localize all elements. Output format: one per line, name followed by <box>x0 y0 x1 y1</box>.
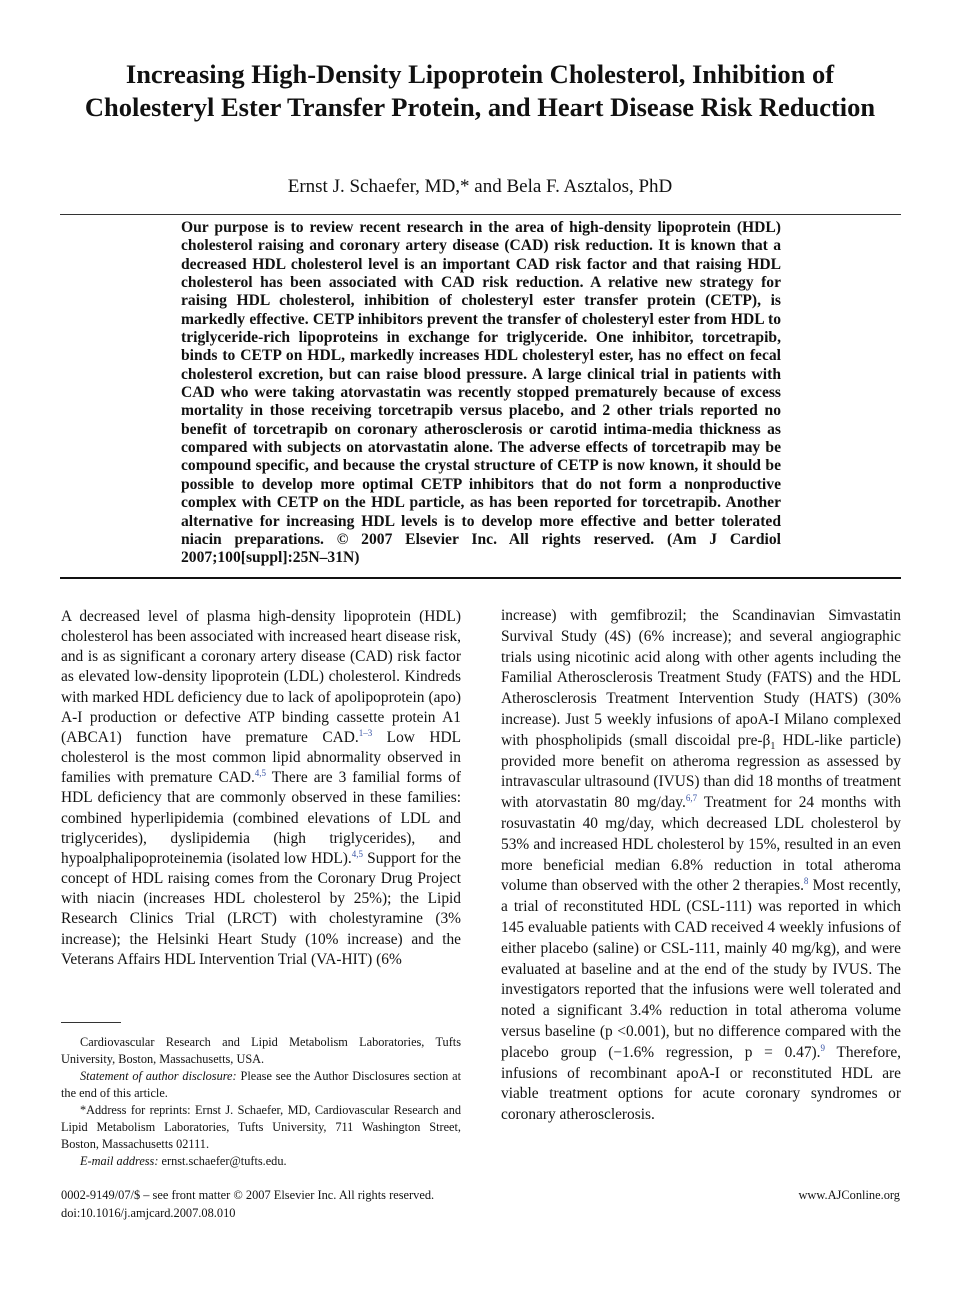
footnote-rule <box>61 1022 121 1023</box>
body-column-right <box>501 606 901 1126</box>
body-text: Low HDL cholesterol is the most common lipid abnormality observed in families with premature CAD. <box>61 728 461 787</box>
subscript: 1 <box>770 740 776 752</box>
citation-link[interactable]: 4,5 <box>351 848 363 859</box>
email-label: E-mail address: <box>80 1154 159 1168</box>
disclosure-note <box>61 1068 461 1102</box>
citation-link[interactable]: 8 <box>803 876 809 887</box>
author-line: Ernst J. Schaefer, MD,* and Bela F. Asztalos, PhD <box>287 176 673 197</box>
affiliation-note: Cardiovascular Research and Lipid Metabolism Laboratories, Tufts University, Boston, Massachusetts, USA. <box>61 1035 461 1066</box>
continued-paragraph <box>501 606 901 1126</box>
citation-link[interactable]: 4,5 <box>254 768 267 779</box>
citation-link[interactable]: 9 <box>820 1042 826 1053</box>
body-text: increase) with gemfibrozil; the Scandinavian Simvastatin Survival Study (4S) (6% increase); and several angiographic trials using nicotinic acid along with other agents including the Familial Atherosclerosis Treatment Study (FATS) and the HDL Atherosclerosis Treatment Intervention Study (HATS) (30% increase). Just 5 weekly infusions of apoA-I Milano complexed with phospholipids (small discoidal pre-β <box>501 607 901 749</box>
intro-paragraph <box>61 607 461 970</box>
footer-left <box>61 1187 521 1222</box>
abstract-top-rule <box>60 214 901 215</box>
doi-line[interactable]: doi:10.1016/j.amjcard.2007.08.010 <box>61 1205 236 1220</box>
email-note <box>61 1153 461 1170</box>
abstract: Our purpose is to review recent research in the area of high-density lipoprotein (HDL) cholesterol raising and coronary artery disease (CAD) risk reduction. It is known that a decreased HDL cholesterol level is an important CAD risk factor and that raising HDL cholesterol has been associated with CAD risk reduction. A relative new strategy for raising HDL cholesterol, inhibition of cholesteryl ester transfer protein (CETP), is markedly effective. CETP inhibitors prevent the transfer of cholesteryl ester from HDL to triglyceride-rich lipoproteins in exchange for triglyceride. One inhibitor, torcetrapib, binds to CETP on HDL, markedly increases HDL cholesteryl ester, has no effect on fecal cholesterol excretion, but can raise blood pressure. A large clinical trial in patients with CAD who were taking atorvastatin was recently stopped prematurely because of excess mortality in those receiving torcetrapib versus placebo, and 2 other trials reported no benefit of torcetrapib on coronary atherosclerosis or carotid intima-media thickness as compared with subjects on atorvastatin alone. The adverse effects of torcetrapib may be compound specific, and because the crystal structure of CETP is now known, it should be possible to develop more optimal CETP inhibitors that do not form a nonproductive complex with CETP on the HDL particle, as has been reported for torcetrapib. Another alternative for increasing HDL levels is to develop more effective and better tolerated niacin preparations. © 2007 Elsevier Inc. All rights reserved. (Am J Cardiol 2007;100[suppl]:25N–31N) <box>181 219 781 567</box>
body-text: Treatment for 24 months with rosuvastatin 40 mg/day, which decreased LDL cholesterol by 53% and increased HDL cholesterol by 15%, resulted in an even more beneficial median 6.8% reduction in total atheroma volume than observed with the other 2 therapies. <box>501 794 901 895</box>
citation-link[interactable]: 1–3 <box>358 727 373 738</box>
disclosure-label: Statement of author disclosure: <box>80 1069 237 1083</box>
reprint-address-note: *Address for reprints: Ernst J. Schaefer, MD, Cardiovascular Research and Lipid Metabolism Laboratories, Tufts University, 711 Washington Street, Boston, Massachusetts 02111. <box>61 1103 461 1151</box>
footnotes <box>61 1034 461 1170</box>
body-text: HDL-like particle) provided more benefit on atheroma regression as assessed by intravascular ultrasound (IVUS) than did 18 months of treatment with atorvastatin 80 mg/day. <box>501 731 901 812</box>
journal-website[interactable]: www.AJConline.org <box>798 1188 900 1202</box>
body-text: Therefore, infusions of recombinant apoA-I or reconstituted HDL are viable treatment options for acute coronary syndromes or coronary atherosclerosis. <box>501 1043 901 1124</box>
citation-link[interactable]: 6,7 <box>685 793 698 804</box>
body-column-left <box>61 607 461 970</box>
body-text: Most recently, a trial of reconstituted HDL (CSL-111) was reported in which 145 evaluable patients with CAD received 4 weekly infusions of either placebo (saline) or CSL-111, mainly 40 mg/kg), and were evaluated at baseline and at the end of the study by IVUS. The investigators reported that the infusions were well tolerated and noted a significant 3.4% reduction in total atheroma volume versus baseline (p <0.001), but no difference compared with the placebo group (−1.6% regression, p = 0.47). <box>501 877 901 1061</box>
abstract-bottom-rule <box>60 577 901 579</box>
body-text: There are 3 familial forms of HDL deficiency that are commonly observed in these families: combined hyperlipidemia (combined elevations of LDL and triglycerides), dyslipidemia (high triglycerides), and hypoalphalipoproteinemia (isolated low HDL). <box>61 769 461 867</box>
disclosure-text: Please see the Author Disclosures section at the end of this article. <box>61 1069 462 1100</box>
body-text: Support for the concept of HDL raising comes from the Coronary Drug Project with niacin (increases HDL cholesterol by 25%); the Lipid Research Clinics Trial (LRCT) with cholestyramine (3% increase); the Helsinki Heart Study (10% increase) and the Veterans Affairs HDL Intervention Trial (VA-HIT) (6% <box>61 849 461 968</box>
body-text: A decreased level of plasma high-density lipoprotein (HDL) cholesterol has been associated with increased heart disease risk, and is as significant a coronary artery disease (CAD) risk factor as elevated low-density lipoprotein (LDL) cholesterol. Kindreds with marked HDL deficiency due to lack of apolipoprotein (apo) A-I production or defective ATP binding cassette protein A1 (ABCA1) function have premature CAD. <box>61 608 461 746</box>
article-title: Increasing High-Density Lipoprotein Cholesterol, Inhibition of Cholesteryl Ester Transfer Protein, and Heart Disease Risk Reduction <box>84 59 876 122</box>
issn-line: 0002-9149/07/$ – see front matter © 2007 Elsevier Inc. All rights reserved. <box>61 1188 435 1202</box>
email-address[interactable]: ernst.schaefer@tufts.edu. <box>158 1154 287 1168</box>
